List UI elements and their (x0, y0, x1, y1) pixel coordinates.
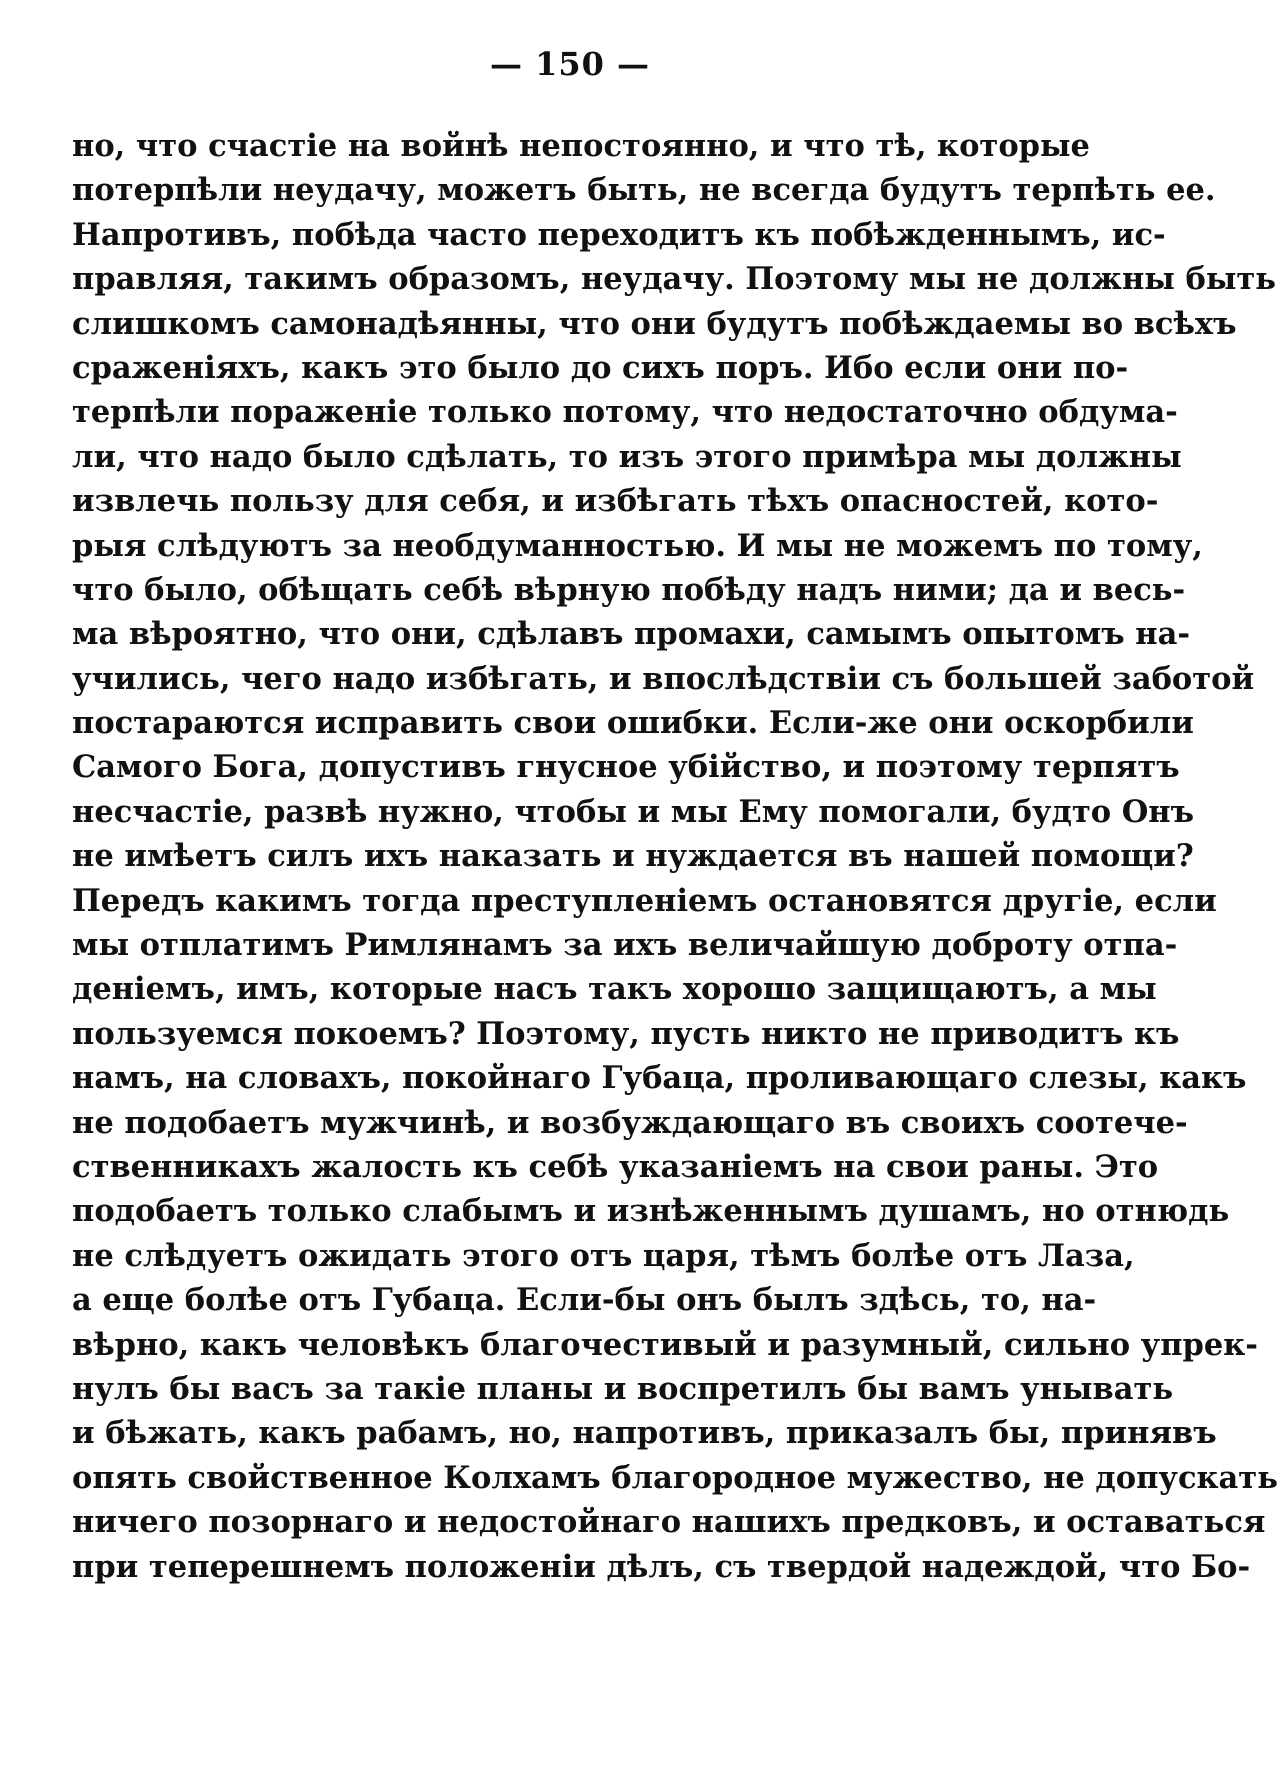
text-line: Напротивъ, побѣда часто переходитъ къ побѣжденнымъ, ис- (72, 216, 1166, 253)
text-line: намъ, на словахъ, покойнаго Губаца, проливающаго слезы, какъ (72, 1060, 1247, 1097)
text-line: деніемъ, имъ, которые насъ такъ хорошо защищаютъ, а мы (72, 971, 1157, 1008)
text-line: слишкомъ самонадѣянны, что они будутъ побѣждаемы во всѣхъ (72, 305, 1237, 342)
text-line: мы отплатимъ Римлянамъ за ихъ величайшую доброту отпа- (72, 927, 1178, 964)
text-line: ли, что надо было сдѣлать, то изъ этого примѣра мы должны (72, 438, 1182, 475)
text-line: Самого Бога, допустивъ гнусное убійство, и поэтому терпятъ (72, 749, 1180, 786)
text-line: учились, чего надо избѣгать, и впослѣдствіи съ большей заботой (72, 660, 1255, 697)
body-text (72, 124, 1278, 1589)
text-line: сраженіяхъ, какъ это было до сихъ поръ. Ибо если они по- (72, 349, 1129, 386)
text-line: но, что счастіе на войнѣ непостоянно, и что тѣ, которые (72, 128, 1090, 164)
text-line: нулъ бы васъ за такіе планы и воспретилъ бы вамъ унывать (72, 1370, 1174, 1407)
text-line: постараются исправить свои ошибки. Если-же они оскорбили (72, 705, 1194, 742)
text-line: не подобаетъ мужчинѣ, и возбуждающаго въ своихъ соотече- (72, 1104, 1188, 1141)
text-line: потерпѣли неудачу, можетъ быть, не всегда будутъ терпѣть ее. (72, 172, 1216, 209)
text-line: Передъ какимъ тогда преступленіемъ остановятся другіе, если (72, 882, 1217, 919)
text-line: подобаетъ только слабымъ и изнѣженнымъ душамъ, но отнюдь (72, 1193, 1230, 1230)
text-line: пользуемся покоемъ? Поэтому, пусть никто не приводитъ къ (72, 1015, 1180, 1052)
text-line: и бѣжать, какъ рабамъ, но, напротивъ, приказалъ бы, принявъ (72, 1415, 1217, 1452)
text-line: терпѣли пораженіе только потому, что недостаточно обдума- (72, 394, 1178, 431)
text-line: не имѣетъ силъ ихъ наказать и нуждается въ нашей помощи? (72, 838, 1194, 875)
text-line: правляя, такимъ образомъ, неудачу. Поэтому мы не должны быть (72, 261, 1277, 298)
text-line: опять свойственное Колхамъ благородное мужество, не допускать (72, 1459, 1278, 1496)
text-line: при теперешнемъ положеніи дѣлъ, съ твердой надеждой, что Бо- (72, 1548, 1251, 1585)
text-line: а еще болѣе отъ Губаца. Если-бы онъ былъ здѣсь, то, на- (72, 1282, 1097, 1319)
page-number: — 150 — (489, 45, 651, 83)
text-line: несчастіе, развѣ нужно, чтобы и мы Ему помогали, будто Онъ (72, 793, 1195, 830)
text-line: не слѣдуетъ ожидать этого отъ царя, тѣмъ болѣе отъ Лаза, (72, 1237, 1135, 1274)
text-line: что было, обѣщать себѣ вѣрную побѣду надъ ними; да и весь- (72, 571, 1186, 608)
text-line: ничего позорнаго и недостойнаго нашихъ предковъ, и оставаться (72, 1504, 1266, 1541)
text-line: ственникахъ жалость къ себѣ указаніемъ на свои раны. Это (72, 1148, 1159, 1185)
text-line: вѣрно, какъ человѣкъ благочестивый и разумный, сильно упрек- (72, 1326, 1258, 1363)
text-line: извлечь пользу для себя, и избѣгать тѣхъ опасностей, кото- (72, 483, 1159, 520)
text-line: рыя слѣдуютъ за необдуманностью. И мы не можемъ по тому, (72, 527, 1203, 564)
text-line: ма вѣроятно, что они, сдѣлавъ промахи, самымъ опытомъ на- (72, 616, 1190, 653)
